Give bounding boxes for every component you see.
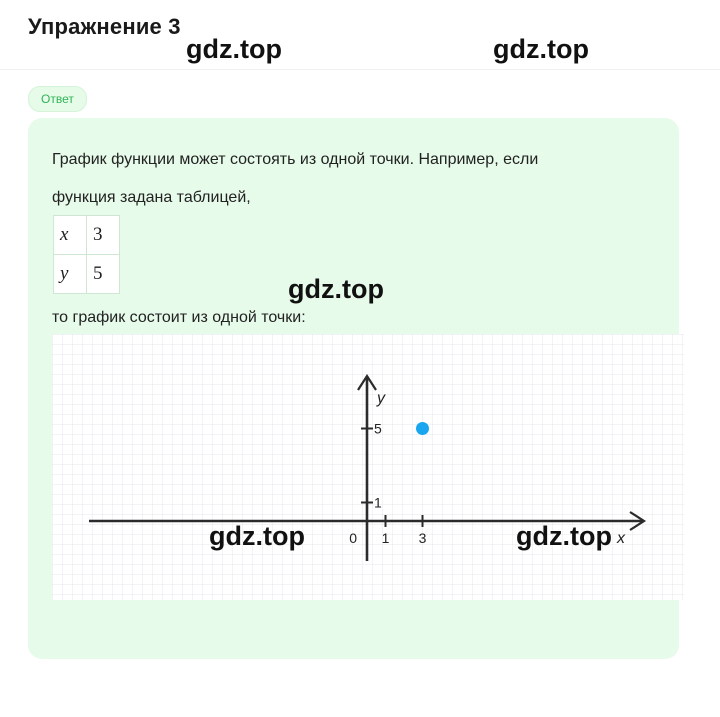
divider: [0, 69, 720, 70]
y-axis-label: y: [377, 390, 385, 407]
watermark-text: gdz.top: [493, 34, 589, 64]
origin-label: 0: [349, 530, 357, 546]
watermark-text: gdz.top: [186, 34, 282, 64]
answer-text-line-1: График функции может состоять из одной точки. Например, если: [52, 151, 539, 168]
x-tick-label: 3: [418, 530, 427, 546]
answer-text-line-2: функция задана таблицей,: [52, 189, 251, 206]
page-title: Упражнение 3: [28, 14, 181, 39]
watermark-text: gdz.top: [209, 521, 305, 551]
table-cell-variable: x: [54, 216, 87, 255]
table-cell-value: 5: [87, 255, 120, 294]
table-cell-variable: y: [54, 255, 87, 294]
table-row: [54, 255, 120, 294]
function-table: [53, 215, 120, 294]
y-tick-label: 1: [374, 494, 382, 511]
watermark-text: gdz.top: [288, 274, 384, 304]
watermark-text: gdz.top: [516, 521, 612, 551]
function-graph: [52, 334, 684, 600]
table-cell-value: 3: [87, 216, 120, 255]
answer-badge[interactable]: Ответ: [28, 86, 87, 112]
x-axis-label: x: [617, 530, 625, 547]
x-tick-label: 1: [381, 530, 390, 546]
y-tick-label: 5: [374, 420, 382, 437]
answer-text-line-3: то график состоит из одной точки:: [52, 309, 306, 326]
table-row: [54, 216, 120, 255]
data-point: [416, 422, 429, 435]
